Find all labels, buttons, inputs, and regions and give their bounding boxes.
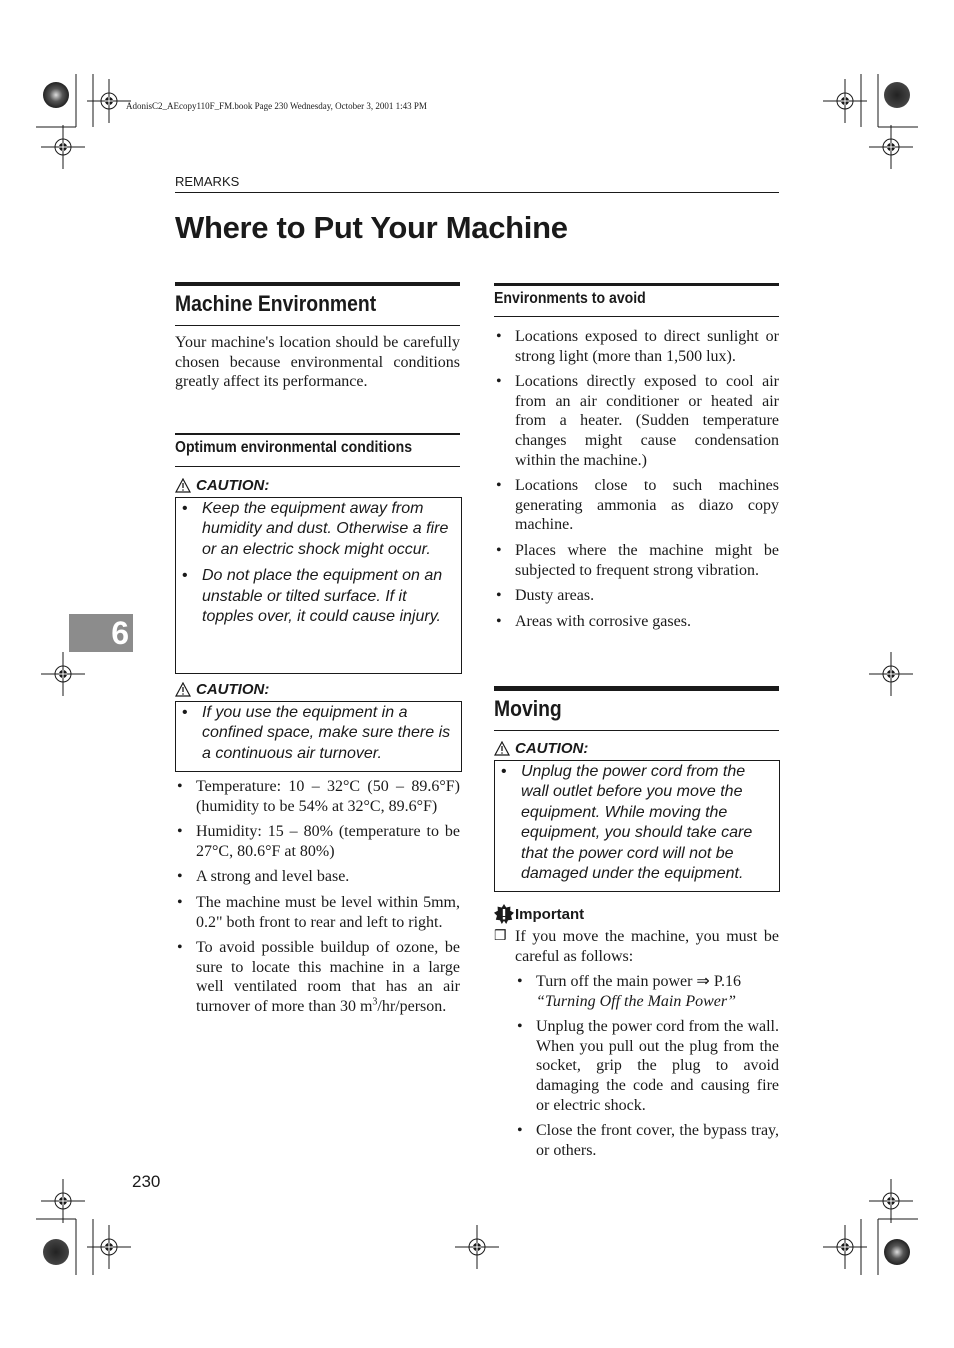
important-label — [494, 904, 779, 924]
step-text: Turn off the main power ⇒ P.16 — [536, 973, 741, 990]
list-item: • Turn off the main power ⇒ P.16 “Turning Off the Main Power” — [517, 973, 741, 1010]
list-item: • To avoid possible buildup of ozone, be sure to locate this machine in a large well ventilated room that has an air turnover of more than 30 $m^3/hr$/person. — [177, 939, 460, 1015]
section-tag: REMARKS — [175, 174, 240, 189]
page-title: Where to Put Your Machine — [175, 210, 568, 245]
checkbox-icon: ❒ — [494, 929, 507, 944]
list-item: • Locations close to such machines generating ammonia as diazo copy machine. — [496, 477, 779, 534]
section-heading: Machine Environment — [175, 291, 377, 316]
conditions-list — [175, 777, 460, 1017]
caution-item: • Keep the equipment away from humidity and dust. Otherwise a fire or an electric shock might occur. — [182, 500, 449, 558]
page-number: 230 — [132, 1172, 161, 1191]
moving-heading: Moving — [494, 696, 562, 721]
list-item: • Areas with corrosive gases. — [496, 612, 691, 630]
important-item: ❒ If you move the machine, you must be careful as follows: — [494, 928, 779, 965]
caution-label — [494, 740, 779, 757]
move-steps-list — [515, 972, 779, 1160]
list-item: • Unplug the power cord from the wall. When you pull out the plug from the socket, grip the plug to avoid damaging the code and causing fire or electric shock. — [517, 1018, 779, 1114]
list-item: • A strong and level base. — [177, 868, 350, 886]
list-item: • Locations directly exposed to cool air from an air conditioner or heated air from a heater. (Sudden temperature changes might cause condensation within the machine.) — [496, 373, 779, 469]
list-item: • Locations exposed to direct sunlight or strong light (more than 1,500 lux). — [496, 328, 779, 365]
avoid-list — [494, 327, 779, 631]
caution-label — [175, 681, 460, 698]
caution-box — [175, 701, 462, 772]
list-item: • Places where the machine might be subjected to frequent strong vibration. — [496, 541, 779, 579]
caution-item: • If you use the equipment in a confined space, make sure there is a continuous air turnover. — [182, 704, 451, 762]
subheading-top-rule — [175, 433, 460, 435]
caution-box — [494, 760, 780, 892]
caution-triangle-icon — [494, 741, 510, 756]
caution-triangle-icon — [175, 682, 191, 697]
caution-triangle-icon — [175, 478, 191, 493]
list-item: • The machine must be level within 5mm, 0.2" both front to rear and left to right. — [177, 893, 460, 931]
list-item: • Close the front cover, the bypass tray, or others. — [517, 1122, 779, 1159]
caution-item: • Do not place the equipment on an unstable or tilted surface. If it topples over, it could cause injury. — [182, 567, 443, 626]
caution-text: CAUTION: — [515, 740, 589, 757]
header-rule — [175, 192, 779, 193]
important-text: Important — [515, 905, 585, 923]
chapter-tab — [69, 614, 133, 652]
subheading-optimum: Optimum environmental conditions — [175, 439, 413, 456]
important-badge-icon — [494, 904, 514, 924]
caution-text: CAUTION: — [196, 477, 270, 494]
file-info: AdonisC2_AEcopy110F_FM.book Page 230 Wednesday, October 3, 2001 1:43 PM — [126, 101, 427, 111]
list-item: • Dusty areas. — [496, 587, 595, 605]
list-item: • Temperature: 10 – 32°C (50 – 89.6°F)(humidity to be 54% at 32°C, 89.6°F) — [177, 778, 460, 815]
intro-paragraph: Your machine's location should be carefully chosen because environmental conditions greatly affect its performance. — [175, 334, 460, 391]
heading-bottom-rule — [494, 730, 779, 731]
heading-top-rule — [494, 686, 779, 691]
subheading-bottom-rule — [175, 466, 460, 467]
list-item: • Humidity: 15 – 80% (temperature to be 27°C, 80.6°F at 80%) — [177, 823, 460, 860]
subheading-bottom-rule — [494, 316, 779, 317]
cross-reference-link[interactable]: “Turning Off the Main Power” — [536, 992, 737, 1010]
subheading-avoid: Environments to avoid — [494, 290, 646, 307]
caution-box — [175, 497, 462, 674]
subheading-top-rule — [494, 283, 779, 286]
heading-top-rule — [175, 282, 460, 286]
chapter-number: 6 — [111, 615, 129, 651]
caution-item: • Unplug the power cord from the wall outlet before you move the equipment. While moving the equipment, you should take care that the power cord will not be damaged under the equipment. — [501, 763, 753, 883]
caution-text: CAUTION: — [196, 681, 270, 698]
heading-bottom-rule — [175, 325, 460, 326]
caution-label — [175, 477, 460, 494]
